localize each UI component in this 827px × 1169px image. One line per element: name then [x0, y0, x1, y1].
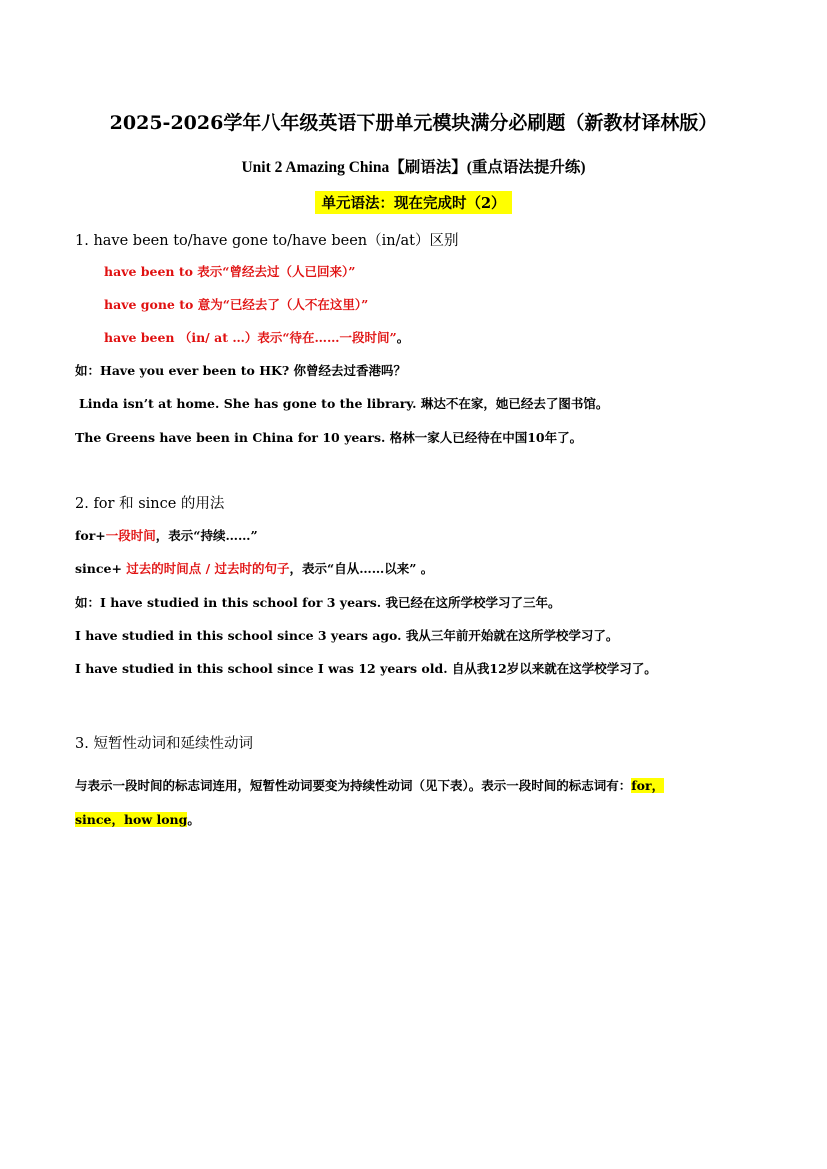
section3-paragraph-line2 — [75, 810, 200, 828]
section1-heading — [75, 229, 458, 250]
section3-paragraph-line1 — [75, 776, 664, 794]
rule-have-been-to-text: have been to 表示“曾经去过（人已回来）” — [104, 264, 356, 279]
example-2-3 — [75, 659, 657, 677]
rule-have-gone-to — [104, 295, 368, 313]
example-text: I have studied in this school since I was 12 years old. 自从我12岁以来就在这学校学习了。 — [75, 661, 657, 676]
page-title: 2025-2026学年八年级英语下册单元模块满分必刷题（新教材译林版） — [109, 112, 718, 134]
since-suffix: ，表示“自从……以来” 。 — [289, 561, 434, 576]
for-usage — [75, 526, 258, 544]
example-1-2 — [79, 394, 608, 412]
example-1-1 — [75, 361, 406, 379]
section2-heading-text: 2. for 和 since 的用法 — [75, 496, 225, 512]
rule-have-been-to — [104, 262, 355, 280]
example-label: 如： — [75, 363, 101, 378]
section3-paragraph-end: 。 — [187, 812, 200, 827]
section3-paragraph-text: 与表示一段时间的标志词连用，短暂性动词要变为持续性动词（见下表）。表示一段时间的标志词有： — [75, 778, 632, 793]
example-text: The Greens have been in China for 10 years. 格林一家人已经待在中国10年了。 — [75, 430, 583, 445]
for-suffix: ，表示“持续……” — [155, 528, 258, 543]
page-subtitle: Unit 2 Amazing China【刷语法】(重点语法提升练) — [241, 159, 586, 176]
section3-heading — [75, 732, 253, 753]
highlight-for: for， — [631, 778, 665, 793]
example-label: 如： — [75, 595, 101, 610]
section3-heading-text: 3. 短暂性动词和延续性动词 — [75, 736, 253, 752]
example-2-1 — [75, 593, 560, 611]
section2-heading — [75, 492, 224, 513]
rule-have-been-in-at-text: have been （in/ at …）表示“待在……一段时间” — [104, 330, 397, 345]
example-text: I have studied in this school for 3 years. 我已经在这所学校学习了三年。 — [100, 595, 561, 610]
for-prefix: for+ — [75, 528, 106, 543]
example-1-3 — [75, 428, 582, 446]
example-text: Linda isn’t at home. She has gone to the library. 琳达不在家，她已经去了图书馆。 — [79, 396, 609, 411]
highlight-since-how-long: since，how long — [75, 812, 188, 827]
rule-have-been-in-at — [104, 328, 409, 346]
for-red-text: 一段时间 — [105, 528, 156, 543]
since-prefix: since+ — [75, 561, 127, 576]
since-usage — [75, 559, 433, 577]
example-text: Have you ever been to HK? 你曾经去过香港吗？ — [100, 363, 407, 378]
since-red-text: 过去的时间点 / 过去时的句子 — [126, 561, 290, 576]
rule-have-been-in-at-tail: 。 — [396, 330, 410, 345]
section1-heading-text: 1. have been to/have gone to/have been（in/at）区别 — [75, 233, 459, 249]
example-2-2 — [75, 626, 618, 644]
rule-have-gone-to-text: have gone to 意为“已经去了（人不在这里）” — [104, 297, 369, 312]
unit-grammar-label: 单元语法：现在完成时（2） — [315, 191, 511, 214]
unit-label-wrap — [0, 191, 827, 214]
example-text: I have studied in this school since 3 years ago. 我从三年前开始就在这所学校学习了。 — [75, 628, 619, 643]
